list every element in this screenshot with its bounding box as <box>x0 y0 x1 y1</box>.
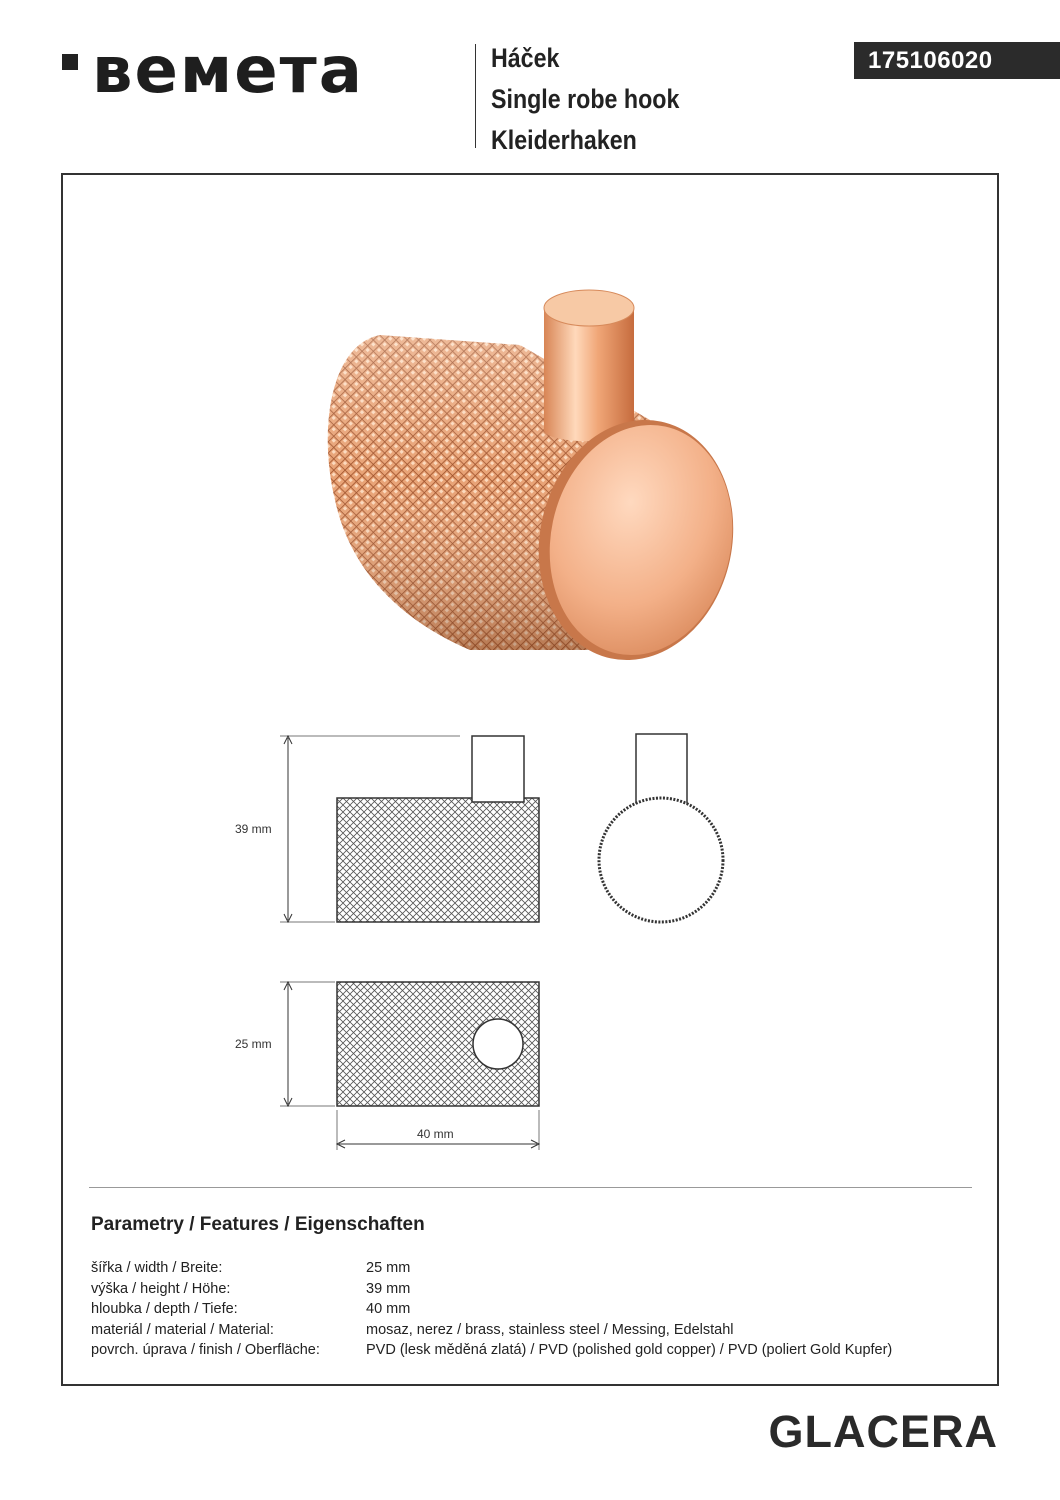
side-view-pin <box>472 736 524 802</box>
product-title-cz: Háček <box>491 43 560 73</box>
top-view-pin-hole <box>473 1019 523 1069</box>
logo-wordmark: ʙeмeтa <box>92 34 364 108</box>
side-view-body <box>337 798 539 922</box>
spec-label: materiál / material / Material: <box>91 1321 274 1338</box>
spec-label: šířka / width / Breite: <box>91 1260 223 1276</box>
features-divider <box>89 1187 972 1188</box>
hook-pin <box>544 308 634 441</box>
spec-label: výška / height / Höhe: <box>91 1280 231 1297</box>
spec-value: mosaz, nerez / brass, stainless steel / Messing, Edelstahl <box>366 1321 734 1338</box>
top-view-drawing <box>280 982 539 1150</box>
front-view-drawing <box>599 734 723 922</box>
product-code-badge: 175106020 <box>854 42 1060 79</box>
spec-value: 40 mm <box>366 1301 411 1317</box>
side-view-drawing <box>280 736 539 922</box>
product-photo <box>328 290 755 678</box>
height-dimension-label: 39 mm <box>235 822 272 836</box>
spec-value: 25 mm <box>366 1260 411 1276</box>
spec-label: povrch. úprava / finish / Oberfläche: <box>91 1342 320 1358</box>
front-view-pin <box>636 734 687 804</box>
hook-pin-top <box>544 290 634 326</box>
spec-value: 39 mm <box>366 1280 411 1297</box>
front-view-cap <box>599 798 723 922</box>
spec-label: hloubka / depth / Tiefe: <box>91 1301 238 1317</box>
features-heading: Parametry / Features / Eigenschaften <box>91 1214 425 1235</box>
product-title-de: Kleiderhaken <box>491 125 637 155</box>
width-dimension-label: 25 mm <box>235 1037 272 1051</box>
spec-value: PVD (lesk měděná zlatá) / PVD (polished gold copper) / PVD (poliert Gold Kupfer) <box>366 1342 893 1358</box>
depth-dimension-label: 40 mm <box>417 1127 454 1141</box>
product-title-en: Single robe hook <box>491 84 680 114</box>
collection-brand: GLACERA <box>768 1406 998 1457</box>
